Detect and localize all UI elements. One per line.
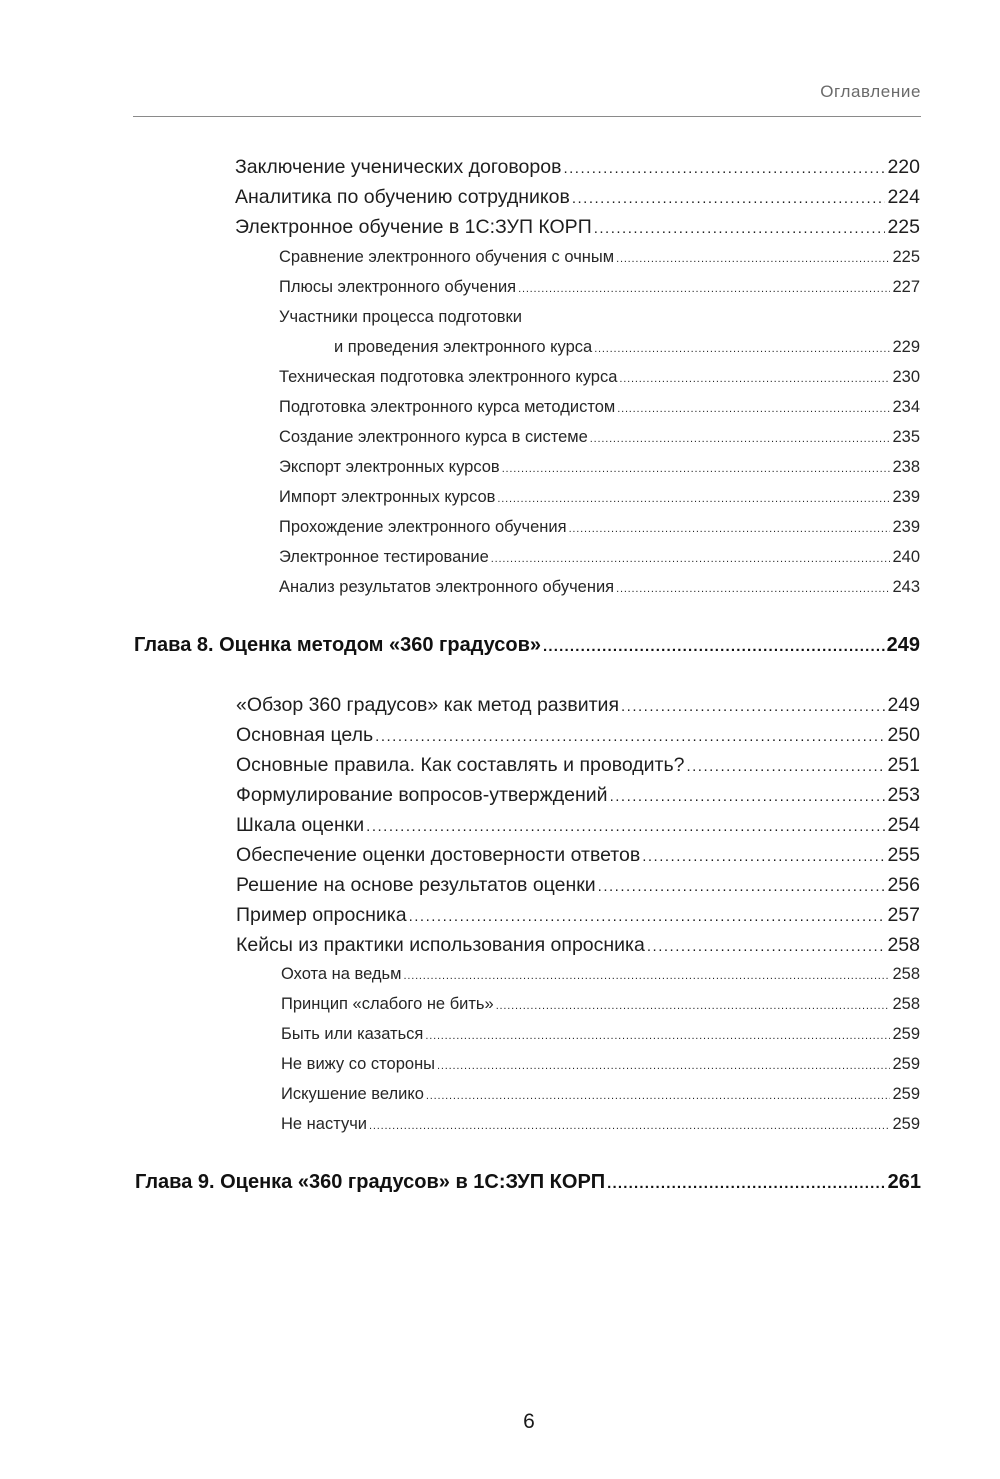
toc-chapter <box>135 1171 921 1194</box>
dot-leader <box>607 1175 885 1192</box>
dot-leader <box>366 818 885 835</box>
toc-entry-page: 225 <box>887 216 920 238</box>
toc-entry <box>236 724 920 747</box>
dot-leader <box>594 220 886 237</box>
toc-subentry <box>281 1085 920 1104</box>
toc-subentry <box>279 428 920 447</box>
toc-entry-page: 230 <box>892 368 920 386</box>
toc-entry-page: 254 <box>887 814 920 836</box>
toc-subentry <box>281 1055 920 1074</box>
toc-entry <box>236 904 920 927</box>
toc-entry <box>235 186 920 209</box>
toc-entry-title: Шкала оценки <box>236 814 365 836</box>
dot-leader <box>426 1090 891 1102</box>
toc-entry-title: Кейсы из практики использования опросника <box>236 934 645 956</box>
toc-entry-title: Не настучи <box>281 1115 368 1133</box>
toc-entry-page: 227 <box>892 278 920 296</box>
dot-leader <box>617 403 890 415</box>
toc-entry <box>235 156 920 179</box>
page-number: 6 <box>523 1410 535 1433</box>
toc-chapter-title: Глава 8. Оценка методом «360 градусов» <box>134 634 542 656</box>
toc-chapter-page: 261 <box>887 1171 921 1193</box>
dot-leader <box>616 583 890 595</box>
toc-entry-title: Охота на ведьм <box>281 965 402 983</box>
toc-entry-page: 249 <box>887 694 920 716</box>
toc-entry-title: Создание электронного курса в системе <box>279 428 588 446</box>
toc-entry-page: 255 <box>887 844 920 866</box>
dot-leader <box>497 493 890 505</box>
toc-chapter-title: Глава 9. Оценка «360 градусов» в 1С:ЗУП КОРП <box>135 1171 606 1193</box>
toc-entry-page: 259 <box>892 1025 920 1043</box>
toc-entry-page: 259 <box>892 1115 920 1133</box>
dot-leader <box>569 523 891 535</box>
toc-subentry <box>279 518 920 537</box>
dot-leader <box>621 698 885 715</box>
toc-subentry-first-line: Участники процесса подготовки <box>279 308 522 326</box>
toc-entry-page: 253 <box>887 784 920 806</box>
dot-leader <box>647 938 886 955</box>
toc-subentry <box>279 578 920 597</box>
toc-subentry <box>281 1115 920 1134</box>
toc-entry-page: 259 <box>892 1085 920 1103</box>
toc-chapter <box>134 634 920 657</box>
toc-entry <box>236 874 920 897</box>
toc-entry-title: Заключение ученических договоров <box>235 156 562 178</box>
toc-entry-title: Обеспечение оценки достоверности ответов <box>236 844 641 866</box>
dot-leader <box>563 160 885 177</box>
toc-entry-title: Электронное тестирование <box>279 548 489 566</box>
toc-entry-page: 250 <box>887 724 920 746</box>
toc-entry-page: 225 <box>892 248 920 266</box>
toc-entry-title: Пример опросника <box>236 904 407 926</box>
toc-entry-page: 243 <box>892 578 920 596</box>
running-header: Оглавление <box>820 82 921 101</box>
toc-entry <box>236 814 920 837</box>
toc-chapter-page: 249 <box>886 634 920 656</box>
toc-entry-title: Искушение велико <box>281 1085 424 1103</box>
toc-subentry <box>279 278 920 297</box>
toc-subentry <box>281 995 920 1014</box>
toc-subentry <box>334 338 920 357</box>
dot-leader <box>610 788 886 805</box>
toc-subentry <box>279 398 920 417</box>
toc-entry-page: 240 <box>892 548 920 566</box>
toc-entry <box>235 216 920 239</box>
dot-leader <box>409 908 886 925</box>
toc-entry-title: Аналитика по обучению сотрудников <box>235 186 570 208</box>
toc-entry-title: Экспорт электронных курсов <box>279 458 500 476</box>
dot-leader <box>502 463 891 475</box>
toc-subentry <box>279 548 920 567</box>
toc-entry-page: 259 <box>892 1055 920 1073</box>
dot-leader <box>425 1030 890 1042</box>
toc-entry-page: 238 <box>892 458 920 476</box>
toc-entry-page: 256 <box>887 874 920 896</box>
toc-entry-title: Формулирование вопросов-утверждений <box>236 784 608 806</box>
toc-entry-page: 235 <box>892 428 920 446</box>
dot-leader <box>369 1120 890 1132</box>
toc-entry <box>236 754 920 777</box>
dot-leader <box>590 433 891 445</box>
toc-entry-page: 239 <box>892 488 920 506</box>
toc-entry-page: 258 <box>892 965 920 983</box>
dot-leader <box>619 373 890 385</box>
toc-entry-title: Принцип «слабого не бить» <box>281 995 494 1013</box>
toc-entry-page: 229 <box>892 338 920 356</box>
dot-leader <box>375 728 885 745</box>
toc-subentry <box>279 368 920 387</box>
toc-entry-title: Решение на основе результатов оценки <box>236 874 596 896</box>
toc-entry-page: 234 <box>892 398 920 416</box>
toc-entry-title: «Обзор 360 градусов» как метод развития <box>236 694 620 716</box>
dot-leader <box>518 283 890 295</box>
dot-leader <box>491 553 891 565</box>
toc-subentry <box>281 965 920 984</box>
toc-entry-page: 257 <box>887 904 920 926</box>
dot-leader <box>598 878 886 895</box>
toc-subentry <box>279 458 920 477</box>
toc-subentry <box>279 248 920 267</box>
dot-leader <box>572 190 886 207</box>
toc-entry-page: 251 <box>887 754 920 776</box>
toc-entry-title: Основная цель <box>236 724 374 746</box>
toc-entry-title: Быть или казаться <box>281 1025 424 1043</box>
dot-leader <box>543 638 885 655</box>
toc-subentry <box>281 1025 920 1044</box>
toc-entry-title: Плюсы электронного обучения <box>279 278 517 296</box>
dot-leader <box>404 970 891 982</box>
toc-entry <box>236 844 920 867</box>
toc-entry-title: Электронное обучение в 1С:ЗУП КОРП <box>235 216 592 238</box>
toc-entry <box>236 784 920 807</box>
toc-entry <box>236 694 920 717</box>
dot-leader <box>437 1060 890 1072</box>
toc-entry-title: и проведения электронного курса <box>334 338 593 356</box>
toc-entry-title: Не вижу со стороны <box>281 1055 436 1073</box>
toc-entry <box>236 934 920 957</box>
toc-entry-page: 220 <box>887 156 920 178</box>
toc-entry-page: 224 <box>887 186 920 208</box>
dot-leader <box>642 848 885 865</box>
toc-subentry <box>279 488 920 507</box>
toc-entry-title: Сравнение электронного обучения с очным <box>279 248 615 266</box>
toc-entry-title: Прохождение электронного обучения <box>279 518 567 536</box>
dot-leader <box>496 1000 891 1012</box>
dot-leader <box>686 758 885 775</box>
toc-entry-page: 258 <box>887 934 920 956</box>
dot-leader <box>594 343 890 355</box>
toc-entry-title: Основные правила. Как составлять и проводить? <box>236 754 685 776</box>
toc-entry-title: Подготовка электронного курса методистом <box>279 398 616 416</box>
toc-entry-title: Импорт электронных курсов <box>279 488 496 506</box>
toc-entry-title: Техническая подготовка электронного курса <box>279 368 618 386</box>
dot-leader <box>616 253 890 265</box>
toc-entry-page: 239 <box>892 518 920 536</box>
toc-entry-page: 258 <box>892 995 920 1013</box>
toc-entry-title: Анализ результатов электронного обучения <box>279 578 615 596</box>
